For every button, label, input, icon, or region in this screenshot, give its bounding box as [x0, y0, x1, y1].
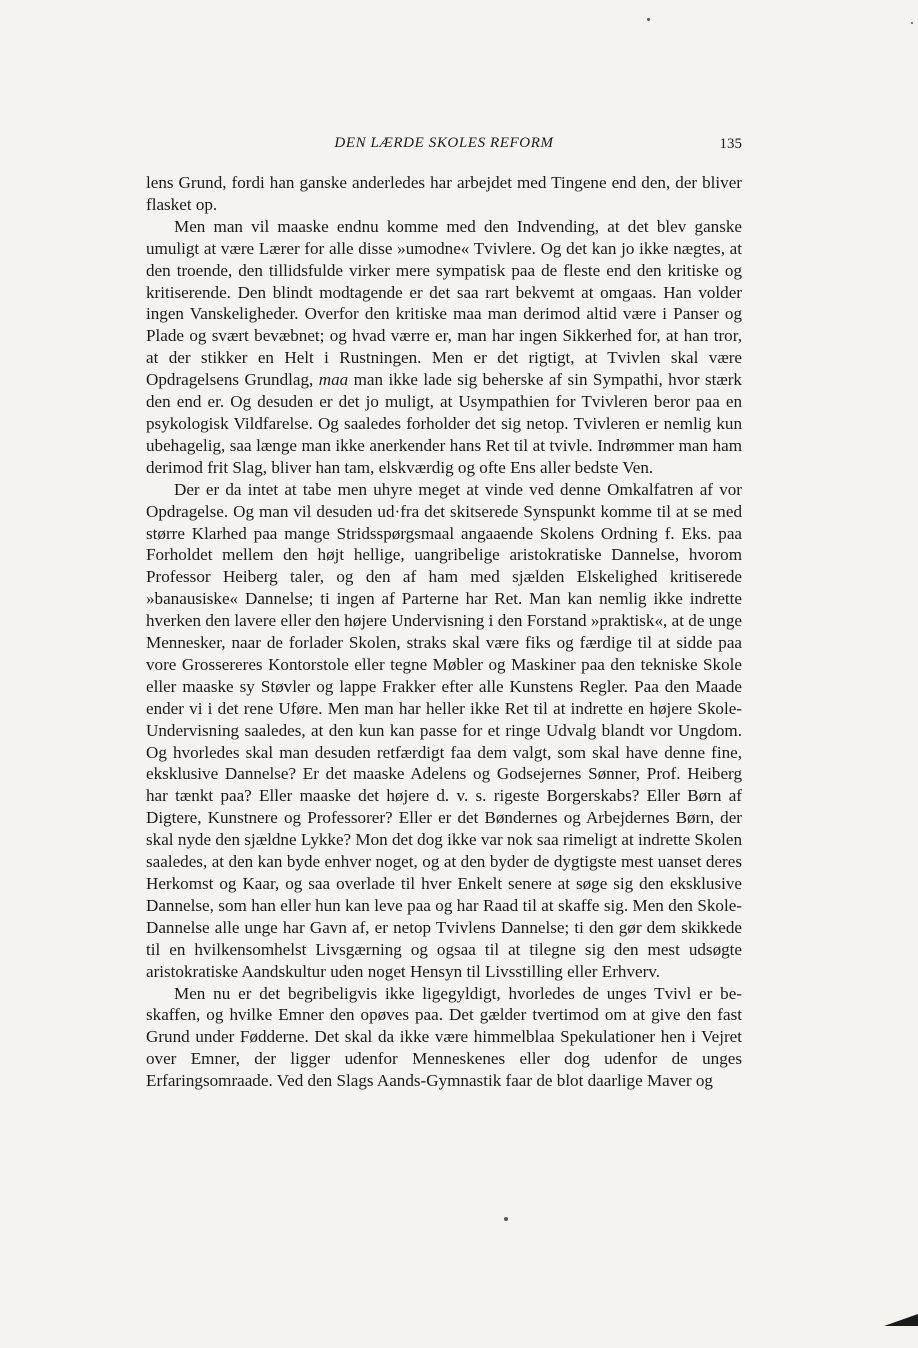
paragraph-4: Men nu er det begribeligvis ikke ligegyldigt, hvorledes de unges Tvivl er beskaffen, og hvilke Emner den opøves paa. Det gælder tvertimod om at give den fast Grund under Fødderne. Det skal da ikke være himmelblaa Spekulationer hen i Vejret over Emner, der ligger udenfor Menneskenes eller dog udenfor de unges Erfaringsomraade. Ved den Slags Aands-Gymnastik faar de blot daarlige Maver og: [146, 983, 742, 1091]
running-title: DEN LÆRDE SKOLES REFORM: [334, 135, 554, 151]
running-header: [146, 135, 742, 159]
page-edge-mark: [884, 1314, 918, 1326]
emphasis: maa: [318, 370, 349, 390]
paragraph-3: Der er da intet at tabe men uhyre meget at vinde ved denne Omkalfatren af vor Opdragelse. Og man vil desuden ud·fra det skitserede Synspunkt komme til at se med større Klarhed paa mange Stridsspørgsmaal angaaende Skolens Ordning f. Eks. paa Forholdet mellem den højt hellige, uangribelige aristokratiske Dannelse, hvorom Professor Heiberg taler, og den af ham med sjælden Elskelighed kritiserede »banausiske« Dannelse; ti ingen af Parterne har Ret. Man kan nemlig ikke indrette hverken den lavere eller den højere Undervisning i den Forstand »praktisk«, at de unge Mennesker, naar de forlader Skolen, straks skal være fiks og færdige til at sidde paa vore Grossereres Kontorstole eller tegne Møbler og Maskiner paa den tekniske Skole eller maaske sy Støvler og lappe Frakker efter alle Kunstens Regler. Paa den Maade ender vi i det rene Uføre. Men man har heller ikke Ret til at indrette en højere Skole-Undervisning saaledes, at den kun kan passe for et ringe Udvalg blandt vor Ungdom. Og hvorledes skal man desuden retfærdigt faa dem valgt, som skal have denne fine, eksklusive Dannelse? Er det maaske Adelens og Godsejernes Sønner, Prof. Heiberg har tænkt paa? Eller maaske det højere d. v. s. rigeste Borgerskabs? Eller Børn af Digtere, Kunstnere og Professorer? Eller er det Bøndernes og Arbejdernes Børn, der skal nyde den sjældne Lykke? Mon det dog ikke var nok saa rimeligt at indrette Skolen saaledes, at den kan byde enhver noget, og at den byder de dygtigste mest uanset deres Herkomst og Kaar, og saa overlade til hver Enkelt senere at søge sig den eksklusive Dannelse, som han eller hun kan leve paa og har Raad til at skaffe sig. Men den Skole-Dannelse alle unge har Gavn af, er netop Tvivlens Dannelse; ti den gør dem skikkede til en hvilkensomhelst Livsgærning og ogsaa til at tilegne sig den mest udsøgte aristokratiske Aandskultur uden noget Hensyn til Livsstilling eller Erhverv.: [146, 479, 742, 981]
paragraph-1: lens Grund, fordi han ganske anderledes har arbejdet med Tingene end den, der bliver flasket op.: [146, 173, 742, 214]
page-number: 135: [719, 136, 742, 152]
body-text: [146, 172, 742, 1092]
paragraph-2: Men man vil maaske endnu komme med den Indvending, at det blev ganske umuligt at være Lærer for alle disse »umodne« Tvivlere. Og det kan jo ikke nægtes, at den troende, den tillidsfulde virker mere sympatisk paa de fleste end den kritiske og kritiserende. Den blindt modtagende er det saa rart bekvemt at omgaas. Han volder ingen Vanskeligheder. Overfor den kritiske maa man derimod altid være i Panser og Plade og svært bevæbnet; og hvad værre er, man har ingen Sikkerhed for, at han tror, at der stikker en Helt i Rustningen. Men er det rigtigt, at Tvivlen skal være Opdragelsens Grundlag, maa man ikke lade sig beherske af sin Sympathi, hvor stærk den end er. Og desuden er det jo muligt, at Usympathien for Tvivleren beror paa en psykologisk Vildfarelse. Og saaledes forholder det sig netop. Tvivleren er nemlig kun ubehagelig, saa længe man ikke anerkender hans Ret til at tvivle. Indrømmer man ham derimod frit Slag, bliver han tam, elskværdig og ofte Ens aller bedste Ven.: [146, 216, 742, 477]
